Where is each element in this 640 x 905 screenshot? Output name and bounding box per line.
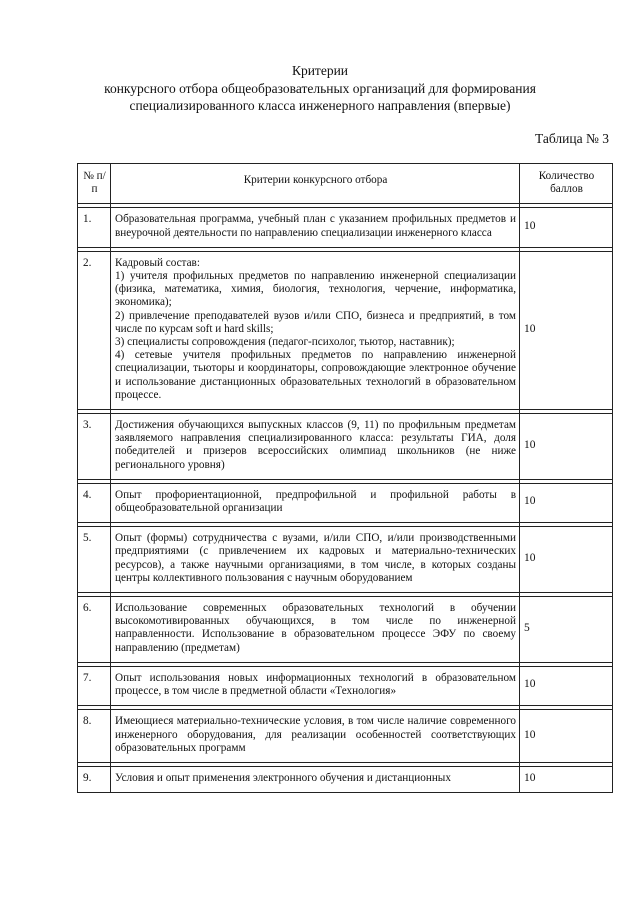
column-header-criteria: Критерии конкурсного отбора xyxy=(111,164,520,204)
document-subtitle-line2: специализированного класса инженерного направления (впервые) xyxy=(129,98,511,113)
criteria-line: 2) привлечение преподавателей вузов и/или СПО, бизнеса и предприятий, в том числе по курсам soft и hard skills; xyxy=(115,309,516,335)
row-criteria: Достижения обучающихся выпускных классов (9, 11) по профильным предметам заявляемого направления специализированного класса: результаты ГИА, доля победителей и призеров всероссийских олимпиад школьников (не ниже регионального уровня) xyxy=(111,414,520,480)
column-header-number: № п/п xyxy=(78,164,111,204)
row-number: 3. xyxy=(78,414,111,480)
table-row xyxy=(78,208,613,247)
row-criteria: Опыт использования новых информационных технологий в образовательном процессе, в том числе в предметной области «Технология» xyxy=(111,666,520,705)
criteria-line: Кадровый состав: xyxy=(115,256,200,269)
row-criteria: Образовательная программа, учебный план с указанием профильных предметов и внеурочной деятельности по направлению специализации инженерного класса xyxy=(111,208,520,247)
row-criteria xyxy=(111,251,520,409)
table-row xyxy=(78,766,613,792)
table-row xyxy=(78,251,613,409)
row-points: 10 xyxy=(520,251,613,409)
column-header-points: Количество баллов xyxy=(520,164,613,204)
row-number: 7. xyxy=(78,666,111,705)
row-points: 10 xyxy=(520,483,613,522)
criteria-line: 3) специалисты сопровождения (педагог-психолог, тьютор, наставник); xyxy=(115,336,455,349)
row-points: 10 xyxy=(520,710,613,763)
row-number: 5. xyxy=(78,527,111,593)
table-row xyxy=(78,710,613,763)
row-criteria: Опыт (формы) сотрудничества с вузами, и/или СПО, и/или производственными предприятиями (с привлечением их кадровых и материально-технических ресурсов), а также научными организациями, в том числе, в которых созданы центры коллективного пользования с научным оборудованием xyxy=(111,527,520,593)
table-row xyxy=(78,666,613,705)
row-number: 2. xyxy=(78,251,111,409)
table-row xyxy=(78,483,613,522)
row-number: 6. xyxy=(78,597,111,663)
row-points: 10 xyxy=(520,208,613,247)
row-points: 10 xyxy=(520,414,613,480)
row-criteria: Условия и опыт применения электронного обучения и дистанционных xyxy=(111,766,520,792)
criteria-line: 1) учителя профильных предметов по направлению инженерной специализации (физика, математика, химия, биология, технология, черчение, информатика, экономика); xyxy=(115,270,516,309)
row-points: 5 xyxy=(520,597,613,663)
row-number: 1. xyxy=(78,208,111,247)
criteria-line: 4) сетевые учителя профильных предметов по направлению инженерной специализации, тьюторы и координаторы, сопровождающие электронное обучение и использование дистанционных образовательных технологий в образовательном процессе. xyxy=(115,349,516,401)
row-points: 10 xyxy=(520,666,613,705)
table-row xyxy=(78,597,613,663)
row-points: 10 xyxy=(520,527,613,593)
row-number: 8. xyxy=(78,710,111,763)
table-row xyxy=(78,414,613,480)
table-number: Таблица № 3 xyxy=(535,131,609,146)
row-number: 4. xyxy=(78,483,111,522)
row-number: 9. xyxy=(78,766,111,792)
row-criteria: Использование современных образовательных технологий в обучении высокомотивированных обучающихся, в том числе по инженерной направленности. Использование в образовательном процессе ЭФУ по своему направлению (предметам) xyxy=(111,597,520,663)
row-criteria: Имеющиеся материально-технические условия, в том числе наличие современного инженерного оборудования, для реализации особенностей соответствующих образовательных программ xyxy=(111,710,520,763)
table-row xyxy=(78,527,613,593)
criteria-table xyxy=(77,163,613,793)
document-title: Критерии xyxy=(291,63,349,78)
document-subtitle-line1: конкурсного отбора общеобразовательных организаций для формирования xyxy=(104,81,536,96)
row-criteria: Опыт профориентационной, предпрофильной и профильной работы в общеобразовательной организации xyxy=(111,483,520,522)
row-points: 10 xyxy=(520,766,613,792)
table-header-row xyxy=(78,164,613,204)
